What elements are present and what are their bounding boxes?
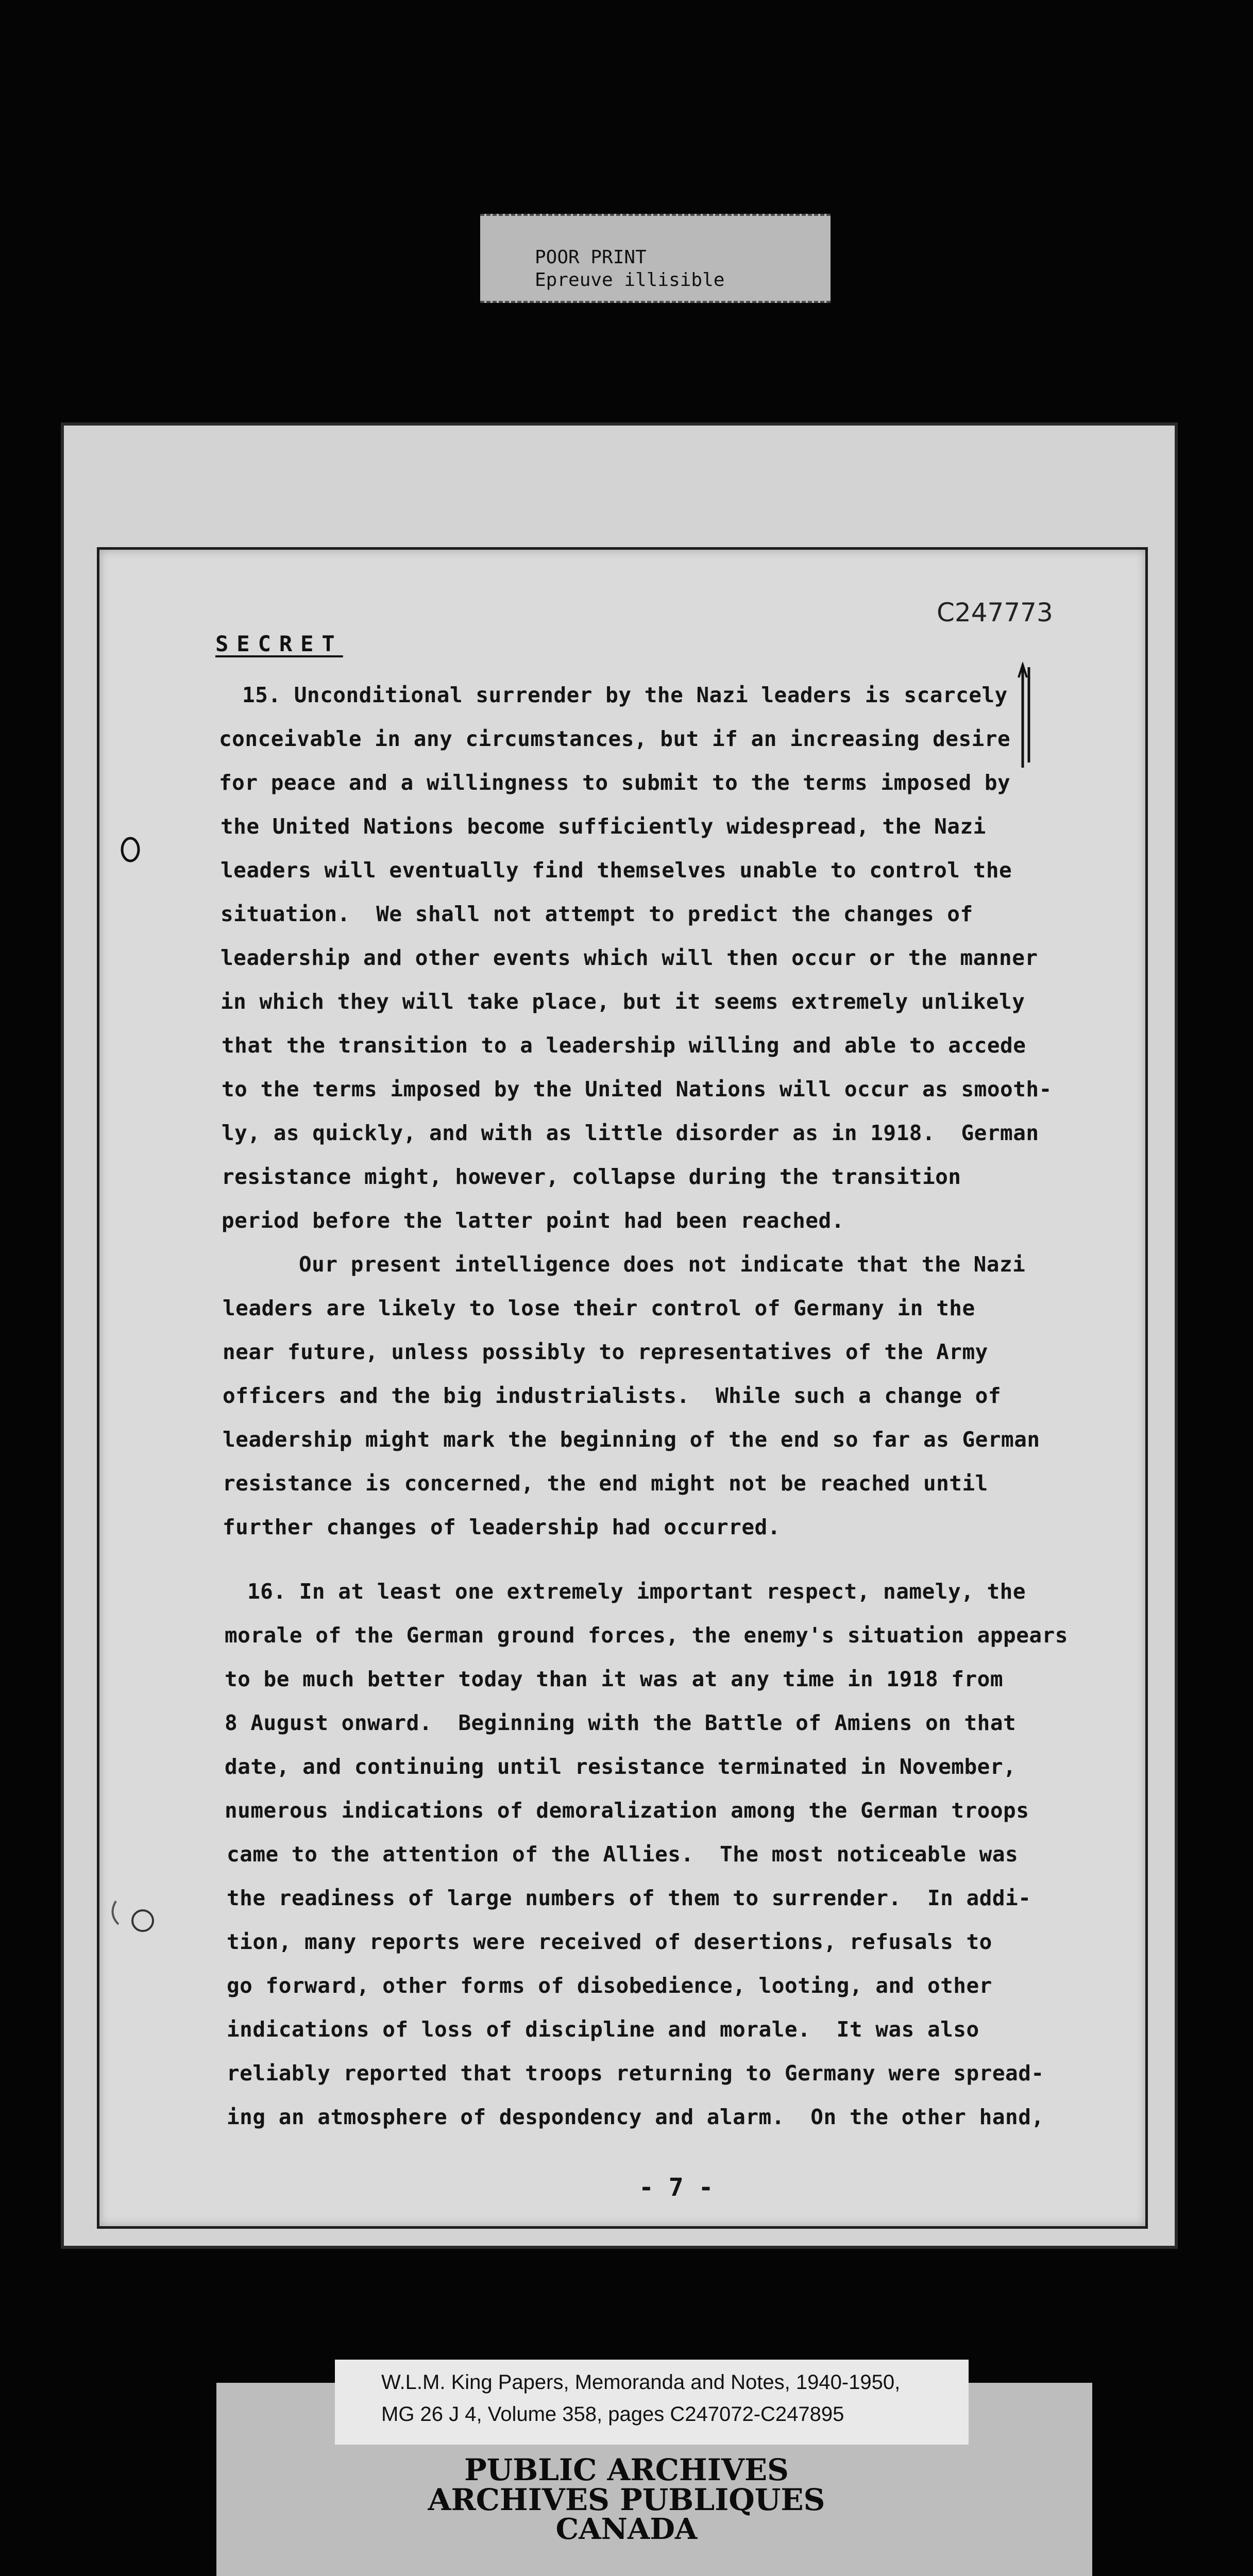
poor-print-french-text: Epreuve illisible xyxy=(535,269,725,291)
text-line: for peace and a willingness to submit to the terms imposed by xyxy=(219,770,1011,795)
text-line: reliably reported that troops returning to Germany were spread- xyxy=(227,2061,1044,2086)
text-line: ly, as quickly, and with as little disorder as in 1918. German xyxy=(222,1121,1039,1145)
document-reference-number: C247773 xyxy=(937,598,1053,628)
page-number: - 7 - xyxy=(639,2173,714,2202)
poor-print-text: POOR PRINT xyxy=(535,247,647,268)
poor-print-label xyxy=(480,214,831,303)
text-line: resistance is concerned, the end might not be reached until xyxy=(223,1471,988,1496)
text-line: date, and continuing until resistance terminated in November, xyxy=(225,1754,1017,1779)
text-line: indications of loss of discipline and morale. It was also xyxy=(227,2017,979,2042)
text-line: numerous indications of demoralization among the German troops xyxy=(225,1798,1029,1823)
text-line: ing an atmosphere of despondency and alarm. On the other hand, xyxy=(227,2105,1044,2129)
classification-heading: SECRET xyxy=(215,631,343,656)
archives-stamp-line: PUBLIC ARCHIVES xyxy=(464,2452,789,2487)
text-line: situation. We shall not attempt to predict the changes of xyxy=(221,902,973,926)
text-line: Our present intelligence does not indicate that the Nazi xyxy=(299,1252,1026,1277)
text-line: 15. Unconditional surrender by the Nazi leaders is scarcely xyxy=(242,683,1008,707)
citation-line: MG 26 J 4, Volume 358, pages C247072-C247895 xyxy=(381,2403,844,2426)
text-line: period before the latter point had been reached. xyxy=(222,1208,844,1233)
text-line: further changes of leadership had occurred. xyxy=(223,1515,781,1539)
text-line: leadership might mark the beginning of the end so far as German xyxy=(223,1427,1040,1452)
text-line: leaders will eventually find themselves unable to control the xyxy=(221,858,1012,883)
text-line: go forward, other forms of disobedience, looting, and other xyxy=(227,1973,992,1998)
text-line: conceivable in any circumstances, but if an increasing desire xyxy=(219,726,1011,751)
text-line: near future, unless possibly to representatives of the Army xyxy=(223,1340,988,1364)
text-line: to the terms imposed by the United Nations will occur as smooth- xyxy=(222,1077,1052,1101)
text-line: 16. In at least one extremely important respect, namely, the xyxy=(247,1579,1026,1604)
archives-stamp-line: CANADA xyxy=(555,2512,698,2546)
punch-hole-mark xyxy=(106,1886,162,1942)
text-line: leaders are likely to lose their control of Germany in the xyxy=(223,1296,975,1320)
text-line: that the transition to a leadership willing and able to accede xyxy=(222,1033,1026,1058)
text-line: the readiness of large numbers of them to surrender. In addi- xyxy=(227,1886,1031,1910)
text-line: tion, many reports were received of desertions, refusals to xyxy=(227,1929,992,1954)
text-line: leadership and other events which will then occur or the manner xyxy=(221,945,1038,970)
text-line: came to the attention of the Allies. The most noticeable was xyxy=(227,1842,1019,1867)
archives-stamp-line: ARCHIVES PUBLIQUES xyxy=(428,2482,825,2517)
margin-bracket-mark xyxy=(1018,662,1033,770)
text-line: to be much better today than it was at any time in 1918 from xyxy=(225,1667,1004,1691)
text-line: resistance might, however, collapse during the transition xyxy=(222,1164,961,1189)
citation-line: W.L.M. King Papers, Memoranda and Notes, 1940-1950, xyxy=(381,2371,901,2394)
text-line: 8 August onward. Beginning with the Battle of Amiens on that xyxy=(225,1710,1017,1735)
text-line: officers and the big industrialists. While such a change of xyxy=(223,1383,1002,1408)
text-line: morale of the German ground forces, the enemy's situation appears xyxy=(225,1623,1068,1648)
punch-hole-mark xyxy=(116,832,147,868)
text-line: in which they will take place, but it seems extremely unlikely xyxy=(221,989,1025,1014)
text-line: the United Nations become sufficiently widespread, the Nazi xyxy=(221,814,986,839)
citation-label xyxy=(335,2360,969,2445)
